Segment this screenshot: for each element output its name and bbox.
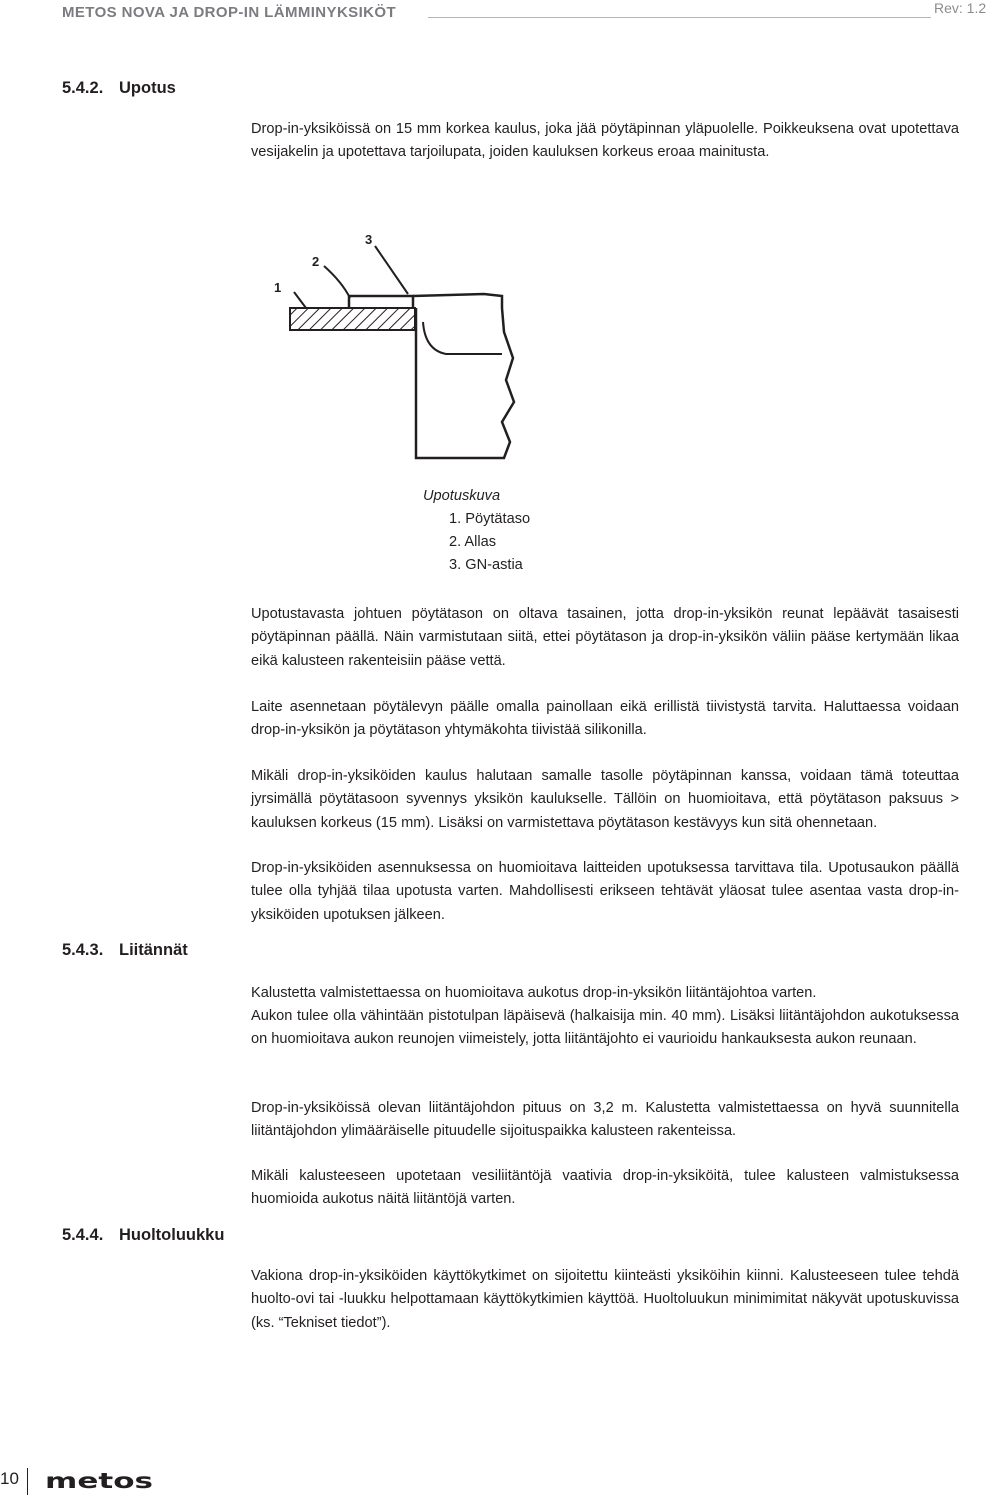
logo-wordmark: metos (45, 1469, 153, 1493)
paragraph-upotus-3: Mikäli drop-in-yksiköiden kaulus halutaan samalle tasolle pöytäpinnan kanssa, voidaan tämä toteuttaa jyrsimällä pöytätasoon syvennys yksikön kaulukselle. Tällöin on huomioitava, että pöytätason paksuus > kauluksen korkeus (15 mm). Lisäksi on varmistettava pöytätason kestävyys kun sitä ohennetaan. (251, 768, 959, 831)
paragraph-upotus-1: Upotustavasta johtuen pöytätason on oltava tasainen, jotta drop-in-yksikön reunat lepäävät tasaisesti pöytäpinnan päällä. Näin varmistutaan siitä, ettei pöytätason ja drop-in-yksikön väliin pääse kertymään likaa eikä kalusteen rakenteisiin pääse vettä. (251, 606, 959, 669)
paragraph-upotus-intro: Drop-in-yksiköissä on 15 mm korkea kaulus, joka jää pöytäpinnan yläpuolelle. Poikkeuksena ovat upotettava vesijakelin ja upotettava tarjoilupata, joiden kauluksen korkeus eroaa mainitusta. (251, 121, 959, 161)
paragraph-upotus-2: Laite asennetaan pöytälevyn päälle omalla painollaan eikä erillistä tiivistystä tarvita. Haluttaessa voidaan drop-in-yksikön ja pöytätason yhtymäkohta tiivistää silikonilla. (251, 699, 959, 739)
document-header-title: METOS NOVA JA DROP-IN LÄMMINYKSIKÖT (62, 4, 397, 21)
container-rim (413, 294, 502, 308)
revision-label: Rev: 1.2 (934, 0, 986, 16)
paragraph-liitannat-1b: Aukon tulee olla vähintään pistotulpan läpäisevä (halkaisija min. 40 mm). Lisäksi liitäntäjohdon aukotuksessa on huomioitava aukon reunojen viimeistely, jotta liitäntäjohto ei vaurioidu hankauksesta aukon reunaan. (251, 1008, 959, 1048)
section-number: 5.4.4. (62, 1226, 104, 1244)
leader-line-1 (294, 292, 306, 308)
metos-logo-icon (45, 1471, 155, 1491)
gn-container (423, 322, 502, 354)
footer-rule (27, 1468, 28, 1495)
figure-caption-item: 2. Allas (449, 534, 497, 550)
paragraph-liitannat-1a: Kalustetta valmistettaessa on huomioitava aukotus drop-in-yksikön liitäntäjohtoa varten. (251, 985, 817, 1001)
section-number: 5.4.3. (62, 941, 104, 959)
section-title: Huoltoluukku (119, 1226, 225, 1244)
section-title: Upotus (119, 79, 176, 97)
header-rule (428, 17, 931, 18)
page-number: 10 (0, 1469, 19, 1488)
figure-caption-title: Upotuskuva (423, 488, 501, 504)
paragraph-liitannat-3: Mikäli kalusteeseen upotetaan vesiliitäntöjä vaativia drop-in-yksiköitä, tulee kalusteen valmistuksessa huomioida aukotus näitä liitäntöjä varten. (251, 1168, 959, 1208)
leader-line-2 (324, 266, 350, 298)
figure-caption-item: 3. GN-astia (449, 557, 523, 573)
figure-caption-item: 1. Pöytätaso (449, 511, 531, 527)
paragraph-upotus-4: Drop-in-yksiköiden asennuksessa on huomioitava laitteiden upotuksessa tarvittava tila. Upotusaukon päällä tulee olla tyhjää tilaa upotusta varten. Mahdollisesti erikseen tehtävät yläosat tulee asentaa vasta drop-in-yksiköiden upotuksen jälkeen. (251, 860, 959, 923)
callout-2: 2 (312, 254, 320, 269)
leader-line-3 (375, 246, 408, 294)
callout-3: 3 (365, 232, 373, 247)
section-heading-upotus (62, 79, 176, 98)
section-title: Liitännät (119, 941, 188, 959)
collar (349, 296, 413, 308)
section-number: 5.4.2. (62, 79, 104, 97)
tabletop-hatched (290, 308, 415, 330)
section-heading-huoltoluukku (62, 1226, 224, 1245)
basin-body (416, 308, 514, 458)
section-heading-liitannat (62, 941, 188, 960)
installation-diagram (258, 222, 538, 484)
callout-1: 1 (274, 280, 282, 295)
paragraph-huolto-1: Vakiona drop-in-yksiköiden käyttökytkimet on sijoitettu kiinteästi yksiköihin kiinni. Kalusteeseen tulee tehdä huolto-ovi tai -luukku helpottamaan käyttökytkimien käyttöä. Huoltoluukun minimimitat näkyvät upotuskuvissa (ks. “Tekniset tiedot”). (251, 1268, 959, 1331)
paragraph-liitannat-2: Drop-in-yksiköissä olevan liitäntäjohdon pituus on 3,2 m. Kalustetta valmistettaessa on hyvä suunnitella liitäntäjohdon ylimääräiselle pituudelle sijoituspaikka kalusteen rakenteissa. (251, 1100, 959, 1140)
